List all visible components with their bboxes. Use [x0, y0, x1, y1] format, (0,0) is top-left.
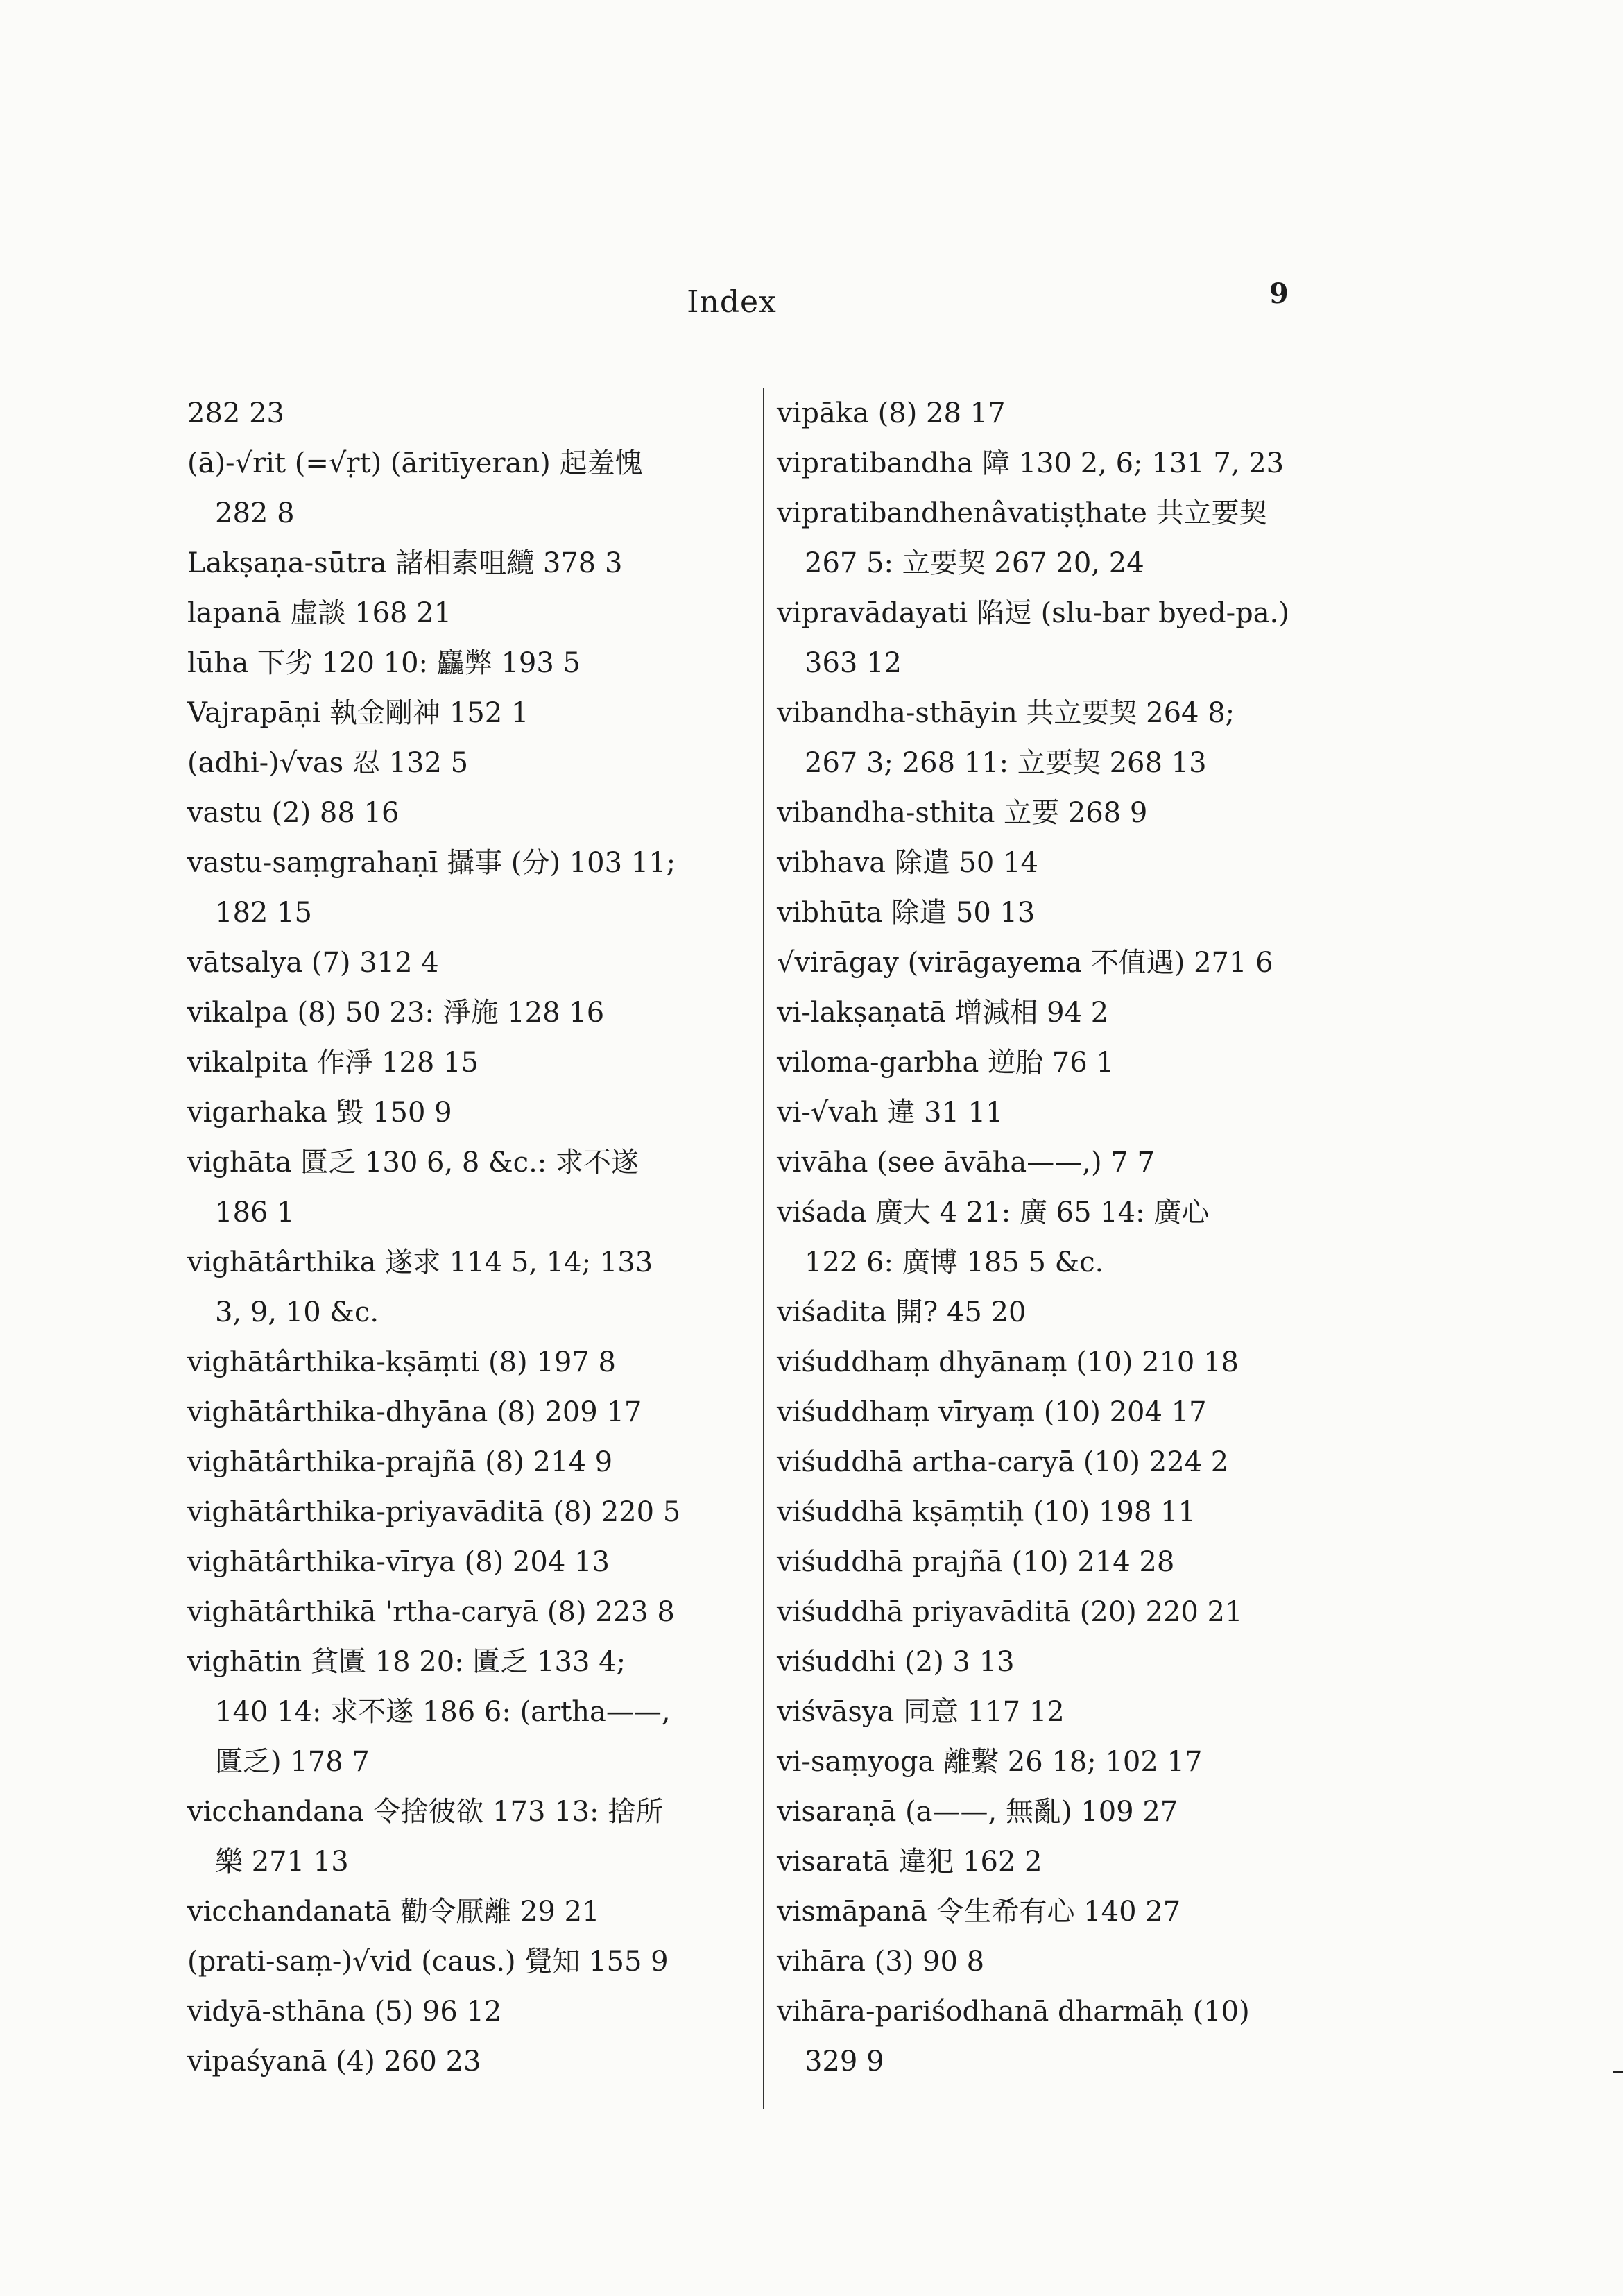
index-entry: vighātin 貧匱 18 20: 匱乏 133 4;: [187, 1646, 626, 1678]
index-entry: vicchandanatā 勸令厭離 29 21: [187, 1896, 600, 1928]
index-entry: vighāta 匱乏 130 6, 8 &c.: 求不遂: [187, 1147, 639, 1179]
index-entry: vipravādayati 陷逗 (slu-bar byed-pa.): [777, 597, 1289, 629]
index-entry: vipaśyanā (4) 260 23: [187, 2046, 481, 2077]
index-entry: vipratibandha 障 130 2, 6; 131 7, 23: [777, 447, 1285, 479]
index-entry-continuation: 267 5: 立要契 267 20, 24: [805, 547, 1144, 579]
index-entry: viśuddhā priyavāditā (20) 220 21: [777, 1596, 1243, 1628]
index-entry: (prati-saṃ-)√vid (caus.) 覺知 155 9: [187, 1946, 669, 1978]
running-title: Index: [687, 284, 777, 320]
index-entry-continuation: 匱乏) 178 7: [215, 1746, 370, 1778]
scan-edge-mark: [1613, 2071, 1623, 2073]
index-entry: vicchandana 令捨彼欲 173 13: 捨所: [187, 1796, 664, 1828]
index-entry: viśadita 開? 45 20: [777, 1296, 1027, 1328]
index-entry: lūha 下劣 120 10: 麤弊 193 5: [187, 647, 581, 679]
index-entry: (ā)-√rit (=√ṛt) (āritīyeran) 起羞愧: [187, 447, 643, 479]
index-entry: viśuddhā artha-caryā (10) 224 2: [777, 1446, 1229, 1478]
index-entry-continuation: 3, 9, 10 &c.: [215, 1296, 379, 1328]
page-header: [0, 277, 1623, 333]
index-entry: vihāra-pariśodhanā dharmāḥ (10): [777, 1996, 1250, 2028]
index-entry: visaraṇā (a——, 無亂) 109 27: [777, 1796, 1178, 1828]
index-entry: vidyā-sthāna (5) 96 12: [187, 1996, 502, 2028]
index-entry: viśada 廣大 4 21: 廣 65 14: 廣心: [777, 1197, 1210, 1228]
index-entry: vighātârthika 遂求 114 5, 14; 133: [187, 1246, 653, 1278]
index-entry: vi-√vah 違 31 11: [777, 1097, 1004, 1129]
index-entry: vighātârthika-dhyāna (8) 209 17: [187, 1396, 642, 1428]
index-entry: vi-saṃyoga 離繫 26 18; 102 17: [777, 1746, 1203, 1778]
index-column-right: [763, 388, 1339, 2087]
index-entry: viśuddhaṃ dhyānaṃ (10) 210 18: [777, 1346, 1239, 1378]
index-entry-continuation: 186 1: [215, 1197, 295, 1228]
index-entry: vihāra (3) 90 8: [777, 1946, 985, 1978]
index-entry: vighātârthika-vīrya (8) 204 13: [187, 1546, 610, 1578]
index-entry: √virāgay (virāgayema 不值遇) 271 6: [777, 947, 1273, 979]
index-entry-continuation: 282 8: [215, 497, 295, 529]
index-entry-continuation: 267 3; 268 11: 立要契 268 13: [805, 747, 1207, 779]
index-entry: vigarhaka 毀 150 9: [187, 1097, 452, 1129]
index-entry-continuation: 363 12: [805, 647, 902, 679]
index-entry: viloma-garbha 逆胎 76 1: [777, 1047, 1114, 1079]
index-entry: Lakṣaṇa-sūtra 諸相素咀纜 378 3: [187, 547, 623, 579]
index-entry: viśuddhā kṣāṃtiḥ (10) 198 11: [777, 1496, 1196, 1528]
index-entry: vātsalya (7) 312 4: [187, 947, 439, 979]
index-entry-continuation: 140 14: 求不遂 186 6: (artha——,: [215, 1696, 671, 1728]
index-entry: 282 23: [187, 397, 284, 429]
index-entry: visaratā 違犯 162 2: [777, 1846, 1042, 1878]
index-entry-continuation: 182 15: [215, 897, 312, 929]
index-entry: vighātârthikā 'rtha-caryā (8) 223 8: [187, 1596, 675, 1628]
page-number: 9: [1269, 277, 1289, 310]
index-entry: vighātârthika-priyavāditā (8) 220 5: [187, 1496, 681, 1528]
index-entry: vibhūta 除遣 50 13: [777, 897, 1036, 929]
index-entry: vastu (2) 88 16: [187, 797, 400, 829]
index-entry: viśuddhā prajñā (10) 214 28: [777, 1546, 1175, 1578]
index-entry: vi-lakṣaṇatā 增減相 94 2: [777, 997, 1109, 1029]
index-entry: vastu-saṃgrahaṇī 攝事 (分) 103 11;: [187, 847, 676, 879]
index-entry: vibandha-sthita 立要 268 9: [777, 797, 1148, 829]
index-entry: (adhi-)√vas 忍 132 5: [187, 747, 469, 779]
index-column-left: [187, 388, 742, 2087]
index-entry: lapanā 虛談 168 21: [187, 597, 452, 629]
index-entry: vikalpa (8) 50 23: 淨施 128 16: [187, 997, 605, 1029]
index-entry: vismāpanā 令生希有心 140 27: [777, 1896, 1181, 1928]
index-entry: vivāha (see āvāha——,) 7 7: [777, 1147, 1155, 1179]
index-entry: vibhava 除遣 50 14: [777, 847, 1038, 879]
index-entry-continuation: 樂 271 13: [215, 1846, 349, 1878]
index-entry: viśuddhi (2) 3 13: [777, 1646, 1015, 1678]
index-entry: viśvāsya 同意 117 12: [777, 1696, 1065, 1728]
index-entry: vikalpita 作淨 128 15: [187, 1047, 479, 1079]
index-entry-continuation: 122 6: 廣博 185 5 &c.: [805, 1246, 1104, 1278]
index-entry: vipāka (8) 28 17: [777, 397, 1006, 429]
index-entry: vibandha-sthāyin 共立要契 264 8;: [777, 697, 1235, 729]
index-entry: vighātârthika-prajñā (8) 214 9: [187, 1446, 613, 1478]
index-entry-continuation: 329 9: [805, 2046, 884, 2077]
index-entry: Vajrapāṇi 執金剛神 152 1: [187, 697, 529, 729]
index-entry: vighātârthika-kṣāṃti (8) 197 8: [187, 1346, 616, 1378]
index-entry: viśuddhaṃ vīryaṃ (10) 204 17: [777, 1396, 1207, 1428]
index-entry: vipratibandhenâvatiṣṭhate 共立要契: [777, 497, 1267, 529]
